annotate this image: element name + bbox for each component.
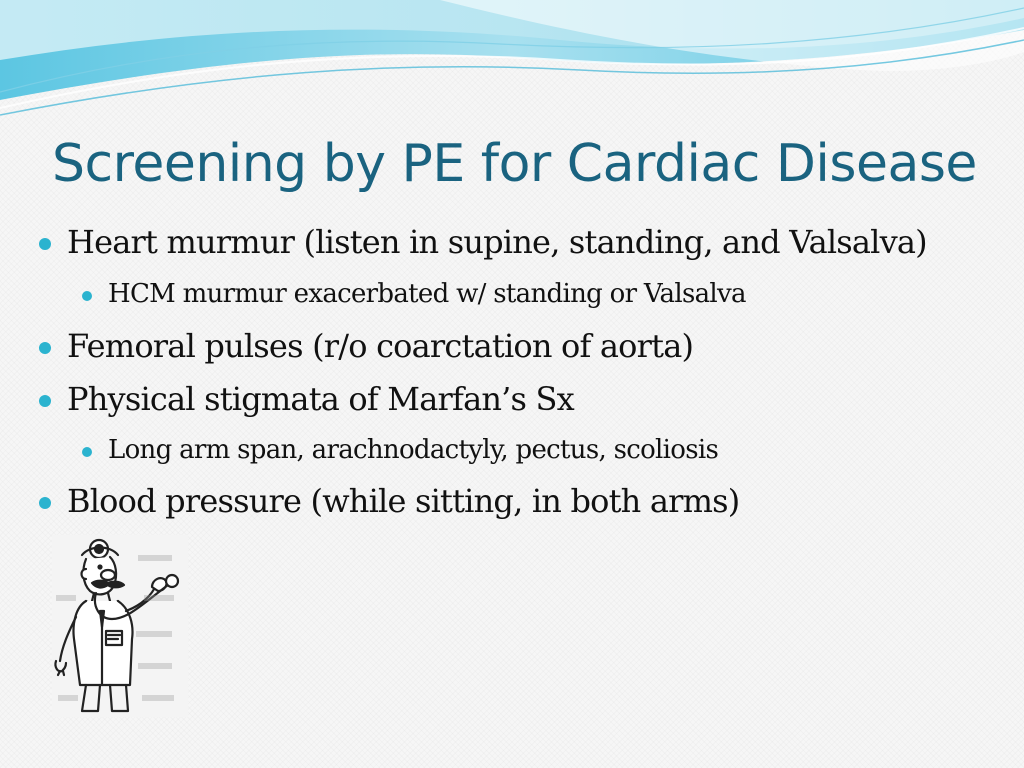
sub-bullet-item <box>108 435 718 465</box>
bullet-text: Heart murmur (listen in supine, standing, and Valsalva) <box>67 223 927 261</box>
bullet-dot-icon <box>39 395 51 407</box>
bullet-item <box>67 380 574 418</box>
bullet-text: Femoral pulses (r/o coarctation of aorta) <box>67 327 694 365</box>
slide-title: Screening by PE for Cardiac Disease <box>52 134 977 194</box>
doctor-cartoon-icon <box>52 535 188 717</box>
bullet-text: Long arm span, arachnodactyly, pectus, scoliosis <box>108 435 719 465</box>
bullet-dot-icon <box>82 447 92 457</box>
bullet-dot-icon <box>39 497 51 509</box>
bullet-dot-icon <box>82 291 92 301</box>
bullet-dot-icon <box>39 238 51 250</box>
sub-bullet-item <box>108 279 746 309</box>
bullet-dot-icon <box>39 342 51 354</box>
bullet-text: HCM murmur exacerbated w/ standing or Valsalva <box>108 279 746 309</box>
bullet-item <box>67 327 693 365</box>
header-wave-decoration <box>0 0 1024 120</box>
bullet-text: Physical stigmata of Marfan’s Sx <box>67 380 574 418</box>
bullet-text: Blood pressure (while sitting, in both arms) <box>67 482 740 520</box>
bullet-item <box>67 482 739 520</box>
bullet-item <box>67 223 927 261</box>
